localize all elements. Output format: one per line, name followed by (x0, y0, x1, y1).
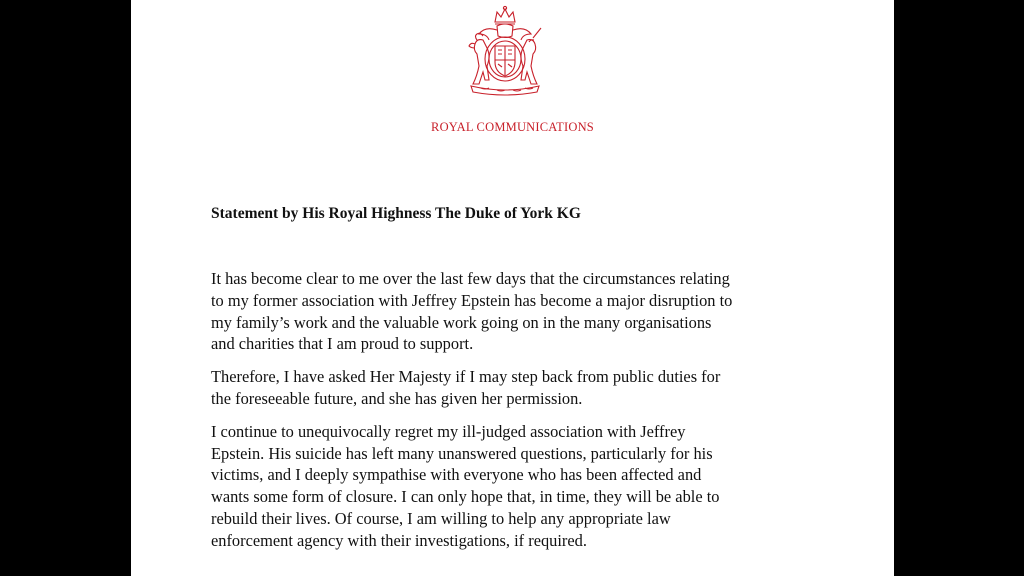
text-line: rebuild their lives. Of course, I am willing to help any appropriate law (211, 508, 671, 528)
text-line: the foreseeable future, and she has given her permission. (211, 388, 583, 408)
royal-coat-of-arms-icon (457, 4, 553, 96)
text-line: to my former association with Jeffrey Epstein has become a major disruption to (211, 290, 733, 310)
text-line: Epstein. His suicide has left many unanswered questions, particularly for his (211, 443, 713, 463)
text-line: wants some form of closure. I can only hope that, in time, they will be able to (211, 487, 720, 507)
statement-title: Statement by His Royal Highness The Duke of York KG (211, 205, 581, 222)
statement-paragraph (211, 268, 811, 355)
statement-paragraph (211, 421, 811, 552)
text-line: enforcement agency with their investigations, if required. (211, 530, 587, 550)
text-line: I continue to unequivocally regret my ill-judged association with Jeffrey (211, 421, 686, 441)
text-line: my family’s work and the valuable work going on in the many organisations (211, 312, 712, 332)
text-line: It has become clear to me over the last few days that the circumstances relating (211, 269, 730, 288)
statement-body (211, 268, 811, 563)
statement-paragraph (211, 366, 811, 410)
text-line: and charities that I am proud to support. (211, 334, 474, 354)
text-line: victims, and I deeply sympathise with everyone who has been affected and (211, 465, 702, 485)
statement-document (131, 0, 894, 576)
text-line: Therefore, I have asked Her Majesty if I may step back from public duties for (211, 367, 721, 387)
organisation-name: ROYAL COMMUNICATIONS (431, 120, 594, 134)
